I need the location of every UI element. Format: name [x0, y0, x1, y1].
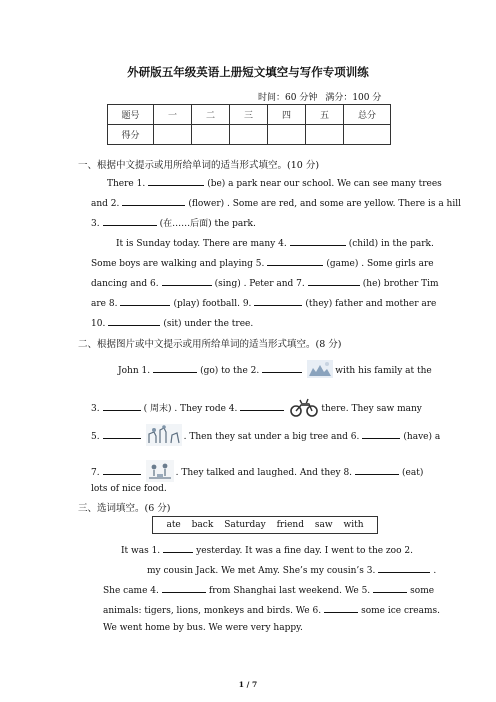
picnic-icon [146, 460, 174, 485]
animals-icon [146, 424, 182, 449]
answer-blank[interactable] [103, 429, 141, 439]
text: (在……后面) the park. [159, 219, 256, 229]
text: (eat) [402, 468, 424, 478]
score-header-cell: 总分 [344, 105, 391, 125]
word-bank-item: friend [276, 520, 304, 530]
s1-line [91, 196, 461, 209]
score-cell[interactable] [344, 125, 391, 145]
s3-line [147, 563, 436, 576]
text: She came 4. [103, 586, 159, 596]
text: with his family at the [335, 366, 432, 376]
motorbike-icon [289, 396, 319, 421]
text: (sing) . Peter and 7. [214, 279, 305, 289]
answer-blank[interactable] [373, 583, 407, 593]
score-header-cell: 四 [268, 105, 306, 125]
score-table-header-row [108, 105, 391, 125]
text: . [433, 566, 437, 576]
text: ( 周末) . They rode 4. [143, 404, 238, 414]
answer-blank[interactable] [355, 465, 399, 475]
answer-blank[interactable] [290, 236, 346, 246]
score-cell[interactable] [230, 125, 268, 145]
answer-blank[interactable] [163, 543, 193, 553]
s2-line [91, 424, 440, 449]
score-cell[interactable] [268, 125, 306, 145]
text: (have) a [403, 432, 441, 442]
text: There 1. [107, 179, 146, 189]
text: It is Sunday today. There are many 4. [116, 239, 287, 249]
text: yesterday. It was a fine day. I went to the zoo 2. [196, 546, 413, 556]
answer-blank[interactable] [108, 316, 160, 326]
answer-blank[interactable] [103, 465, 141, 475]
s2-line: lots of nice food. [91, 484, 167, 494]
answer-blank[interactable] [267, 256, 323, 266]
answer-blank[interactable] [324, 603, 358, 613]
page-title: 外研版五年级英语上册短文填空与写作专项训练 [127, 65, 369, 79]
word-bank-item: back [191, 520, 214, 530]
text: and 2. [91, 199, 120, 209]
score-table-score-row [108, 125, 391, 145]
s1-line [91, 216, 256, 229]
text: there. They saw many [321, 404, 422, 414]
text: dancing and 6. [91, 279, 159, 289]
exam-meta [258, 90, 381, 103]
text: are 8. [91, 299, 118, 309]
text: from Shanghai last weekend. We 5. [208, 586, 371, 596]
answer-blank[interactable] [240, 401, 284, 411]
answer-blank[interactable] [148, 176, 204, 186]
text: 7. [91, 468, 100, 478]
word-bank-item: with [343, 520, 364, 530]
s1-line [116, 236, 434, 249]
text: 5. [91, 432, 100, 442]
text: It was 1. [121, 546, 161, 556]
s2-line [91, 396, 422, 421]
text: 10. [91, 319, 106, 329]
text: John 1. [118, 366, 151, 376]
s3-line [103, 603, 440, 616]
answer-blank[interactable] [103, 401, 141, 411]
page-number: 1 / 7 [238, 680, 258, 689]
text: (child) in the park. [348, 239, 434, 249]
answer-blank[interactable] [308, 276, 360, 286]
score-cell[interactable] [154, 125, 192, 145]
time-limit: 时间：60 分钟 [258, 93, 318, 103]
score-header-cell: 三 [230, 105, 268, 125]
s3-line [121, 543, 413, 556]
answer-blank[interactable] [262, 363, 302, 373]
answer-blank[interactable] [162, 276, 212, 286]
score-cell[interactable] [192, 125, 230, 145]
text: 3. [91, 404, 100, 414]
s1-line [107, 176, 442, 189]
text: animals: tigers, lions, monkeys and birds. We 6. [103, 606, 322, 616]
section2-heading: 二、根据图片或中文提示或用所给单词的适当形式填空。(8 分) [78, 339, 342, 350]
text: my cousin Jack. We met Amy. She’s my cousin’s 3. [147, 566, 376, 576]
text: (he) brother Tim [362, 279, 439, 289]
text: Some boys are walking and playing 5. [91, 259, 265, 269]
text: (flower) . Some are red, and some are yellow. There is a hill [188, 199, 461, 209]
text: (game) . Some girls are [326, 259, 434, 269]
word-bank-item: Saturday [224, 520, 266, 530]
s2-line [91, 460, 423, 485]
word-bank-item: saw [314, 520, 333, 530]
score-row-label: 得分 [108, 125, 154, 145]
word-bank-item: ate [166, 520, 181, 530]
score-header-cell: 二 [192, 105, 230, 125]
text: (go) to the 2. [200, 366, 260, 376]
text: 3. [91, 219, 100, 229]
s1-line [91, 296, 436, 309]
answer-blank[interactable] [122, 196, 185, 206]
zoo-scene-icon [307, 360, 333, 381]
answer-blank[interactable] [120, 296, 170, 306]
text: (sit) under the tree. [163, 319, 254, 329]
answer-blank[interactable] [162, 583, 206, 593]
section3-heading: 三、选词填空。(6 分) [78, 503, 171, 514]
score-table [107, 104, 391, 145]
s1-line [91, 316, 253, 329]
s1-line [91, 276, 439, 289]
answer-blank[interactable] [378, 563, 430, 573]
score-header-cell: 五 [306, 105, 344, 125]
text: some ice creams. [361, 606, 441, 616]
text: . Then they sat under a big tree and 6. [183, 432, 360, 442]
score-cell[interactable] [306, 125, 344, 145]
full-score: 满分：100 分 [325, 93, 382, 103]
text: (play) football. 9. [173, 299, 252, 309]
text: some [410, 586, 435, 596]
answer-blank[interactable] [362, 429, 400, 439]
section1-heading: 一、根据中文提示或用所给单词的适当形式填空。(10 分) [78, 160, 320, 171]
s3-line: We went home by bus. We were very happy. [103, 623, 303, 633]
score-header-cell: 题号 [108, 105, 154, 125]
score-header-cell: 一 [154, 105, 192, 125]
answer-blank[interactable] [254, 296, 302, 306]
text: (be) a park near our school. We can see many trees [207, 179, 442, 189]
word-bank [152, 516, 378, 534]
text: (they) father and mother are [305, 299, 437, 309]
s2-line [118, 360, 432, 381]
s1-line [91, 256, 434, 269]
s3-line [103, 583, 434, 596]
text: . They talked and laughed. And they 8. [175, 468, 353, 478]
answer-blank[interactable] [153, 363, 197, 373]
answer-blank[interactable] [103, 216, 157, 226]
